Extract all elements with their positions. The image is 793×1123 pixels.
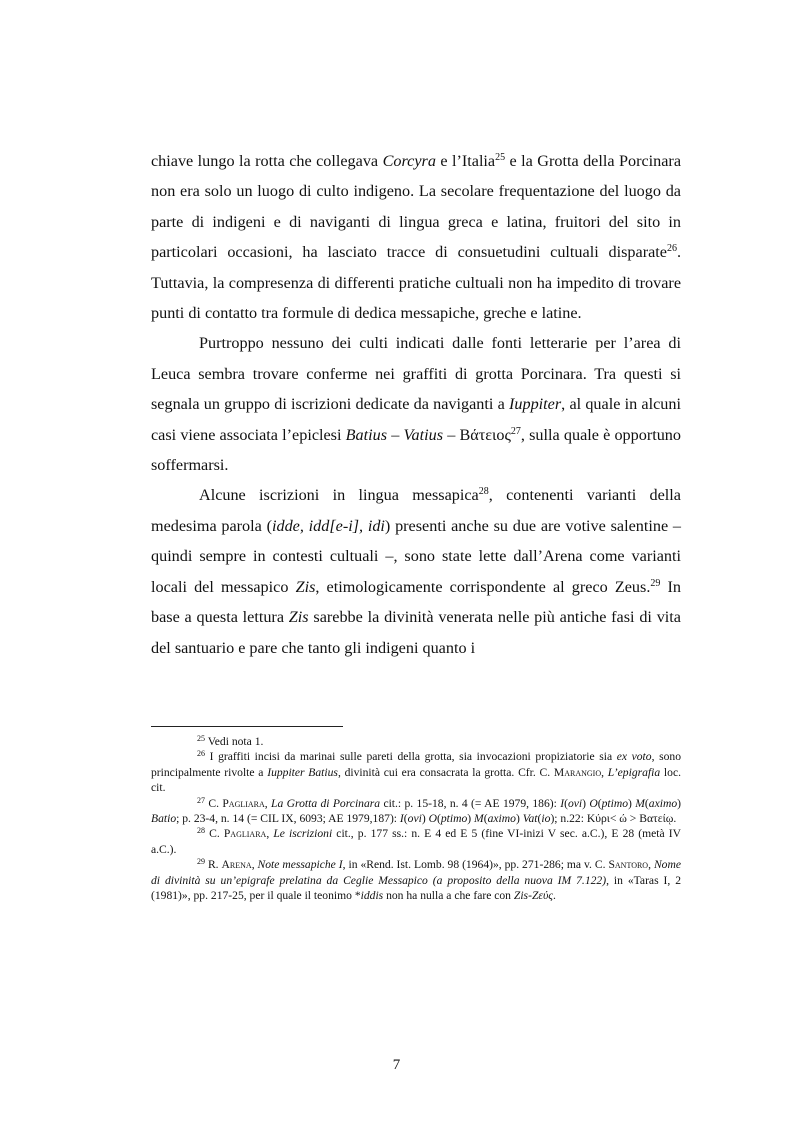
- italic-text: I: [560, 796, 565, 810]
- text-run: , sulla quale è opportuno soffermarsi.: [151, 425, 681, 475]
- text-run: , in «Taras I, 2 (1981)», pp. 217-25, per il quale il teonimo *: [151, 873, 681, 903]
- footnote-number: 29: [197, 857, 205, 867]
- text-run: sarebbe la divinità venerata nelle più antiche fasi di vita del santuario e pare che tanto gli indigeni quanto i: [151, 608, 681, 657]
- text-run: . Tuttavia, la compresenza di differenti pratiche cultuali non ha impedito di trovare punti di contatto tra formule di dedica messapiche, greche e latine.: [151, 243, 681, 323]
- text-run: ,: [251, 858, 258, 872]
- text-run: , in «Rend. Ist. Lomb. 98 (1964)», pp. 271-286; ma v. C.: [342, 858, 609, 872]
- text-run: non ha nulla a che fare con: [383, 889, 514, 903]
- text-run: In base a questa lettura: [151, 577, 682, 627]
- footnote-number: 26: [197, 749, 205, 759]
- footnote-ref-29[interactable]: 29: [650, 577, 661, 589]
- footnote-27: [151, 796, 681, 827]
- footnote-number: 25: [197, 734, 205, 743]
- text-run: (: [564, 796, 568, 810]
- paragraph-2: [151, 328, 681, 480]
- italic-text: M: [474, 812, 484, 826]
- text-run: -: [528, 889, 532, 903]
- italic-text: Batius: [345, 425, 388, 444]
- text-run: (: [436, 812, 441, 826]
- text-run: e la Grotta della Porcinara non era solo un luogo di culto indigeno. La secolare frequentazione del luogo da parte di indigeni e di naviganti di lingua greca e latina, fruitori del sito in particolari occasioni, ha lasciato tracce di consuetudini cultuali disparate: [151, 152, 682, 262]
- text-run: .: [553, 889, 556, 903]
- text-run: C.: [205, 827, 224, 841]
- italic-text: O: [589, 796, 598, 810]
- text-run: –: [387, 425, 404, 444]
- text-run: ,: [648, 858, 654, 872]
- italic-text: io: [541, 812, 551, 826]
- footnote-number: 28: [197, 826, 205, 836]
- italic-text: ptimo: [440, 812, 468, 826]
- italic-text: Iuppiter: [509, 395, 562, 414]
- italic-text: L’epigrafia: [607, 765, 661, 779]
- italic-text: Batio: [151, 812, 177, 826]
- italic-text: I: [399, 812, 404, 826]
- italic-text: O: [428, 812, 437, 826]
- paragraph-3: [151, 480, 681, 662]
- footnote-26: [151, 749, 681, 795]
- text-run: (: [403, 812, 408, 826]
- paragraph-1: [151, 146, 681, 328]
- footnote-28: [151, 826, 681, 857]
- footnote-ref-25[interactable]: 25: [495, 152, 506, 163]
- italic-text: aximo: [487, 812, 516, 826]
- author-name: Pagliara: [222, 796, 265, 810]
- text-run: loc. cit.: [151, 765, 681, 795]
- italic-text: M: [635, 796, 645, 810]
- italic-text: Note messapiche I: [257, 858, 343, 872]
- text-run: (: [483, 812, 488, 826]
- text-run: ): [677, 796, 682, 810]
- text-run: , divinità cui era consacrata la grotta. Cfr. C.: [337, 765, 554, 779]
- italic-text: ptimo: [601, 796, 629, 810]
- text-run: ,: [601, 765, 608, 779]
- text-run: Purtroppo nessuno dei culti indicati dalle fonti letterarie per l’area di Leuca sembra trovare conferme nei graffiti di grotta Porcinara. Tra questi si segnala un gruppo di iscrizioni dedicate da naviganti a: [151, 334, 681, 414]
- italic-text: Zis: [288, 608, 309, 627]
- text-run: ): [421, 812, 429, 826]
- text-run: (: [644, 796, 649, 810]
- text-run: C.: [205, 796, 223, 810]
- footnote-ref-26[interactable]: 26: [666, 243, 677, 255]
- footnote-29: [151, 857, 681, 903]
- page-number: 7: [392, 1057, 401, 1073]
- italic-text: idde, idd[e-i], idi: [271, 516, 385, 535]
- text-run: Vedi nota 1.: [205, 735, 264, 748]
- text-run: cit.: p. 15-18, n. 4 (= AE 1979, 186):: [380, 796, 561, 810]
- text-run: ) presenti anche su due are votive salentine – quindi sempre in contesti cultuali –, sono state lette dall’Arena come varianti locali del messapico: [151, 516, 681, 596]
- footnote-ref-28[interactable]: 28: [478, 486, 489, 498]
- text-run: Alcune iscrizioni in lingua messapica: [199, 486, 479, 505]
- italic-text: Vat: [522, 812, 538, 826]
- text-run: (: [537, 812, 542, 826]
- italic-text: ovi: [567, 796, 583, 810]
- italic-text: Corcyra: [382, 152, 436, 170]
- author-name: Pagliara: [223, 827, 267, 841]
- text-run: e l’Italia: [435, 152, 496, 170]
- text-run: ): [628, 796, 636, 810]
- italic-text: ovi: [407, 812, 422, 826]
- italic-text: Vatius: [403, 425, 444, 444]
- author-name: Arena: [221, 858, 252, 872]
- italic-text: La Grotta di Porcinara: [271, 796, 381, 810]
- italic-text: ex voto: [616, 750, 652, 764]
- text-run: , al quale in alcuni casi viene associata l’epiclesi: [151, 395, 681, 444]
- text-run: , etimologicamente corrispondente al greco Zeus.: [315, 577, 651, 596]
- text-run: ); n.22: Κύρι< ώ > Βατείῳ.: [550, 812, 677, 826]
- footnote-separator: [151, 726, 343, 727]
- text-run: ,: [266, 827, 274, 841]
- main-text: [151, 146, 681, 663]
- text-run: – Βάτειος: [443, 425, 511, 444]
- text-run: ): [582, 796, 590, 810]
- italic-text: Le iscrizioni: [273, 827, 333, 841]
- italic-text: Nome di divinità su un’epigrafe prelatina da Ceglie Messapico (a proposito della nuova IM 7.122): [151, 858, 681, 887]
- italic-text: Ζεύς: [531, 889, 553, 903]
- footnote-ref-27[interactable]: 27: [510, 425, 521, 437]
- text-run: R.: [205, 858, 222, 872]
- text-run: cit., p. 177 ss.: n. E 4 ed E 5 (fine VI-inizi V sec. a.C.), E 28 (metà IV a.C.).: [151, 827, 682, 856]
- text-run: , contenenti varianti della medesima parola (: [151, 486, 681, 535]
- text-run: chiave lungo la rotta che collegava: [151, 152, 383, 170]
- text-run: ): [515, 812, 523, 826]
- text-run: I graffiti incisi da marinai sulle pareti della grotta, sia invocazioni propiziatorie sia: [205, 750, 617, 764]
- author-name: Santoro: [608, 858, 649, 872]
- italic-text: Iuppiter Batius: [267, 765, 338, 779]
- text-run: ): [467, 812, 475, 826]
- footnotes: [151, 734, 681, 903]
- text-run: , sono principalmente rivolte a: [151, 750, 681, 779]
- text-run: ; p. 23-4, n. 14 (= CIL IX, 6093; AE 1979,187):: [176, 812, 400, 826]
- italic-text: aximo: [648, 796, 678, 810]
- footnote-25: [151, 734, 681, 749]
- text-run: ,: [264, 796, 272, 810]
- text-run: (: [597, 796, 602, 810]
- italic-text: Zis: [295, 577, 316, 596]
- footnote-number: 27: [197, 795, 205, 805]
- italic-text: iddis: [360, 889, 384, 903]
- italic-text: Zis: [513, 889, 529, 903]
- author-name: Marangio: [553, 765, 602, 779]
